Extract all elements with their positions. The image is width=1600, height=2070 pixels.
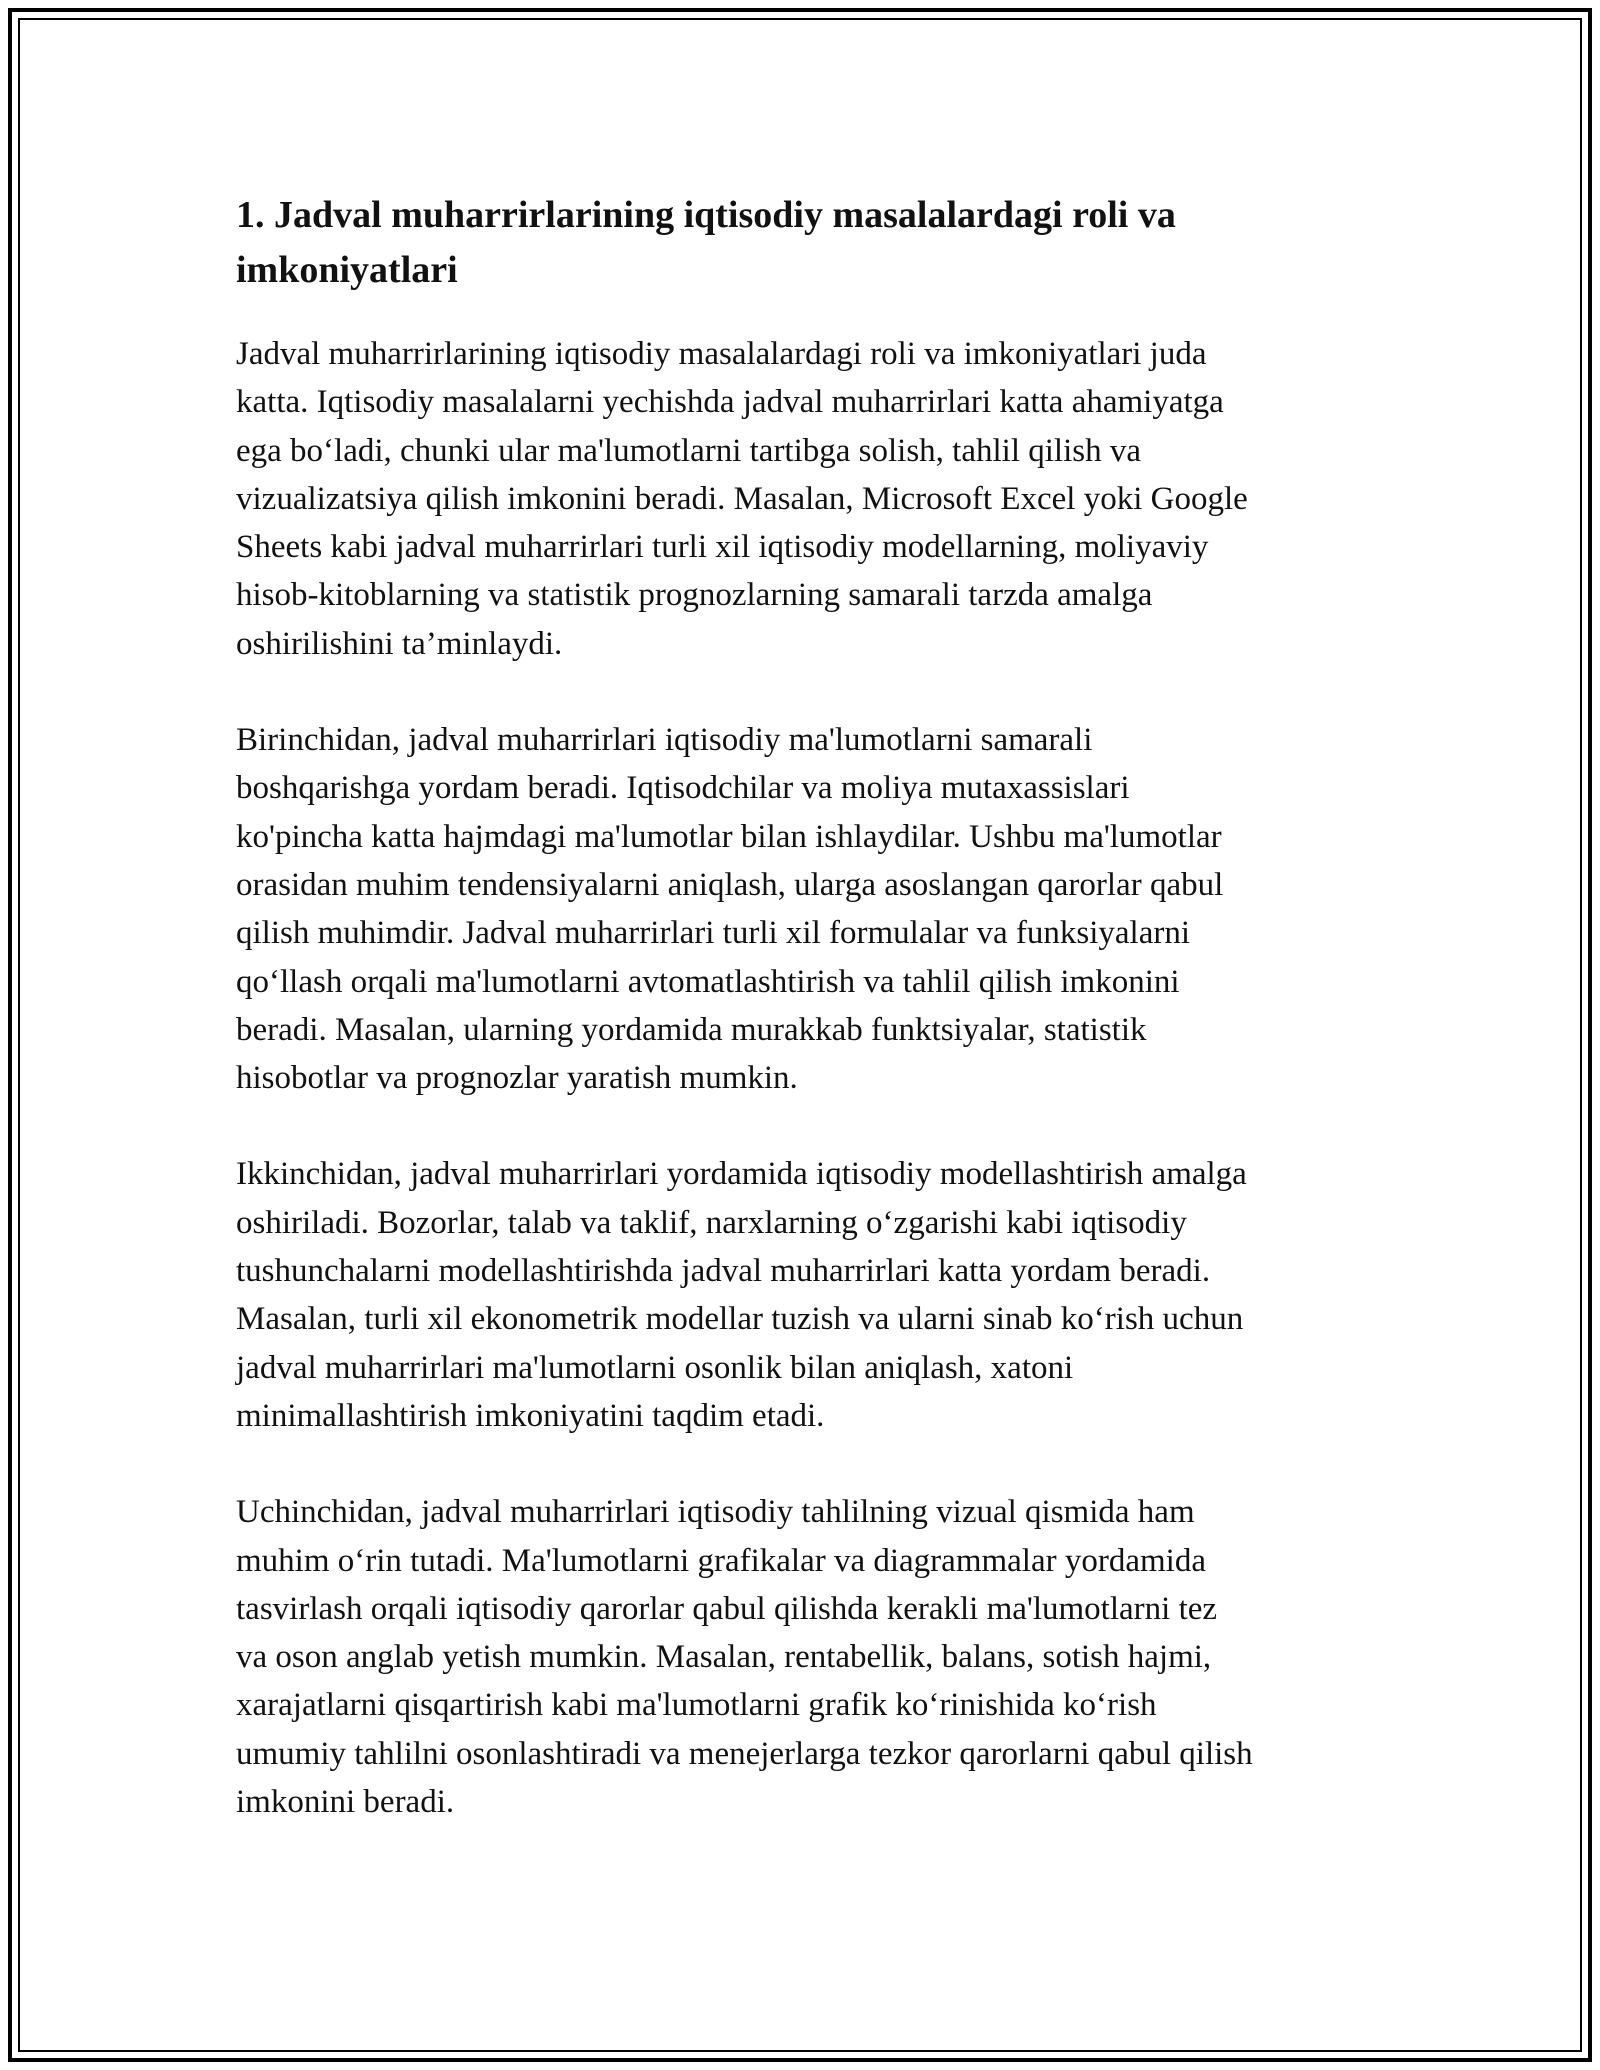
text-line: vizualizatsiya qilish imkonini beradi. Masalan, Microsoft Excel yoki Google xyxy=(236,480,1248,517)
heading-line: imkoniyatlari xyxy=(236,249,458,291)
text-line: imkonini beradi. xyxy=(236,1784,455,1821)
paragraph-third-point xyxy=(236,1488,1376,1826)
section-heading xyxy=(236,188,1376,298)
text-line: katta. Iqtisodiy masalalarni yechishda jadval muharrirlari katta ahamiyatga xyxy=(236,384,1224,421)
text-line: umumiy tahlilni osonlashtiradi va menejerlarga tezkor qarorlarni qabul qilish xyxy=(236,1735,1253,1772)
text-line: tasvirlash orqali iqtisodiy qarorlar qabul qilishda kerakli ma'lumotlarni tez xyxy=(236,1590,1218,1627)
text-line: ko'pincha katta hajmdagi ma'lumotlar bilan ishlaydilar. Ushbu ma'lumotlar xyxy=(236,818,1222,855)
heading-line: 1. Jadval muharrirlarining iqtisodiy masalalardagi roli va xyxy=(236,194,1176,236)
text-line: ega bo‘ladi, chunki ular ma'lumotlarni tartibga solish, tahlil qilish va xyxy=(236,432,1142,469)
text-line: Ikkinchidan, jadval muharrirlari yordamida iqtisodiy modellashtirish amalga xyxy=(236,1156,1247,1193)
text-line: Jadval muharrirlarining iqtisodiy masalalardagi roli va imkoniyatlari juda xyxy=(236,336,1207,372)
text-line: Birinchidan, jadval muharrirlari iqtisodiy ma'lumotlarni samarali xyxy=(236,722,1093,759)
text-line: orasidan muhim tendensiyalarni aniqlash, ularga asoslangan qarorlar qabul xyxy=(236,866,1224,903)
text-line: hisobotlar va prognozlar yaratish mumkin. xyxy=(236,1060,798,1097)
text-line: va oson anglab yetish mumkin. Masalan, rentabellik, balans, sotish hajmi, xyxy=(236,1639,1212,1676)
text-line: Sheets kabi jadval muharrirlari turli xil iqtisodiy modellarning, moliyaviy xyxy=(236,529,1209,566)
document-body xyxy=(236,188,1376,1874)
text-line: oshirilishini ta’minlaydi. xyxy=(236,625,563,662)
text-line: xarajatlarni qisqartirish kabi ma'lumotlarni grafik ko‘rinishida ko‘rish xyxy=(236,1687,1157,1724)
paragraph-intro xyxy=(236,330,1376,668)
text-line: muhim o‘rin tutadi. Ma'lumotlarni grafikalar va diagrammalar yordamida xyxy=(236,1542,1206,1579)
paragraph-second-point xyxy=(236,1150,1376,1440)
text-line: hisob-kitoblarning va statistik prognozlarning samarali tarzda amalga xyxy=(236,577,1153,614)
text-line: tushunchalarni modellashtirishda jadval muharrirlari katta yordam beradi. xyxy=(236,1253,1211,1290)
text-line: boshqarishga yordam beradi. Iqtisodchilar va moliya mutaxassislari xyxy=(236,770,1130,807)
text-line: qo‘llash orqali ma'lumotlarni avtomatlashtirish va tahlil qilish imkonini xyxy=(236,963,1180,1000)
text-line: minimallashtirish imkoniyatini taqdim etadi. xyxy=(236,1397,825,1434)
text-line: Uchinchidan, jadval muharrirlari iqtisodiy tahlilning vizual qismida ham xyxy=(236,1494,1195,1531)
paragraph-first-point xyxy=(236,716,1376,1102)
text-line: Masalan, turli xil ekonometrik modellar tuzish va ularni sinab ko‘rish uchun xyxy=(236,1301,1244,1338)
text-line: jadval muharrirlari ma'lumotlarni osonlik bilan aniqlash, xatoni xyxy=(236,1349,1074,1386)
text-line: oshiriladi. Bozorlar, talab va taklif, narxlarning o‘zgarishi kabi iqtisodiy xyxy=(236,1204,1187,1241)
text-line: beradi. Masalan, ularning yordamida murakkab funktsiyalar, statistik xyxy=(236,1011,1147,1048)
text-line: qilish muhimdir. Jadval muharrirlari turli xil formulalar va funksiyalarni xyxy=(236,915,1191,952)
